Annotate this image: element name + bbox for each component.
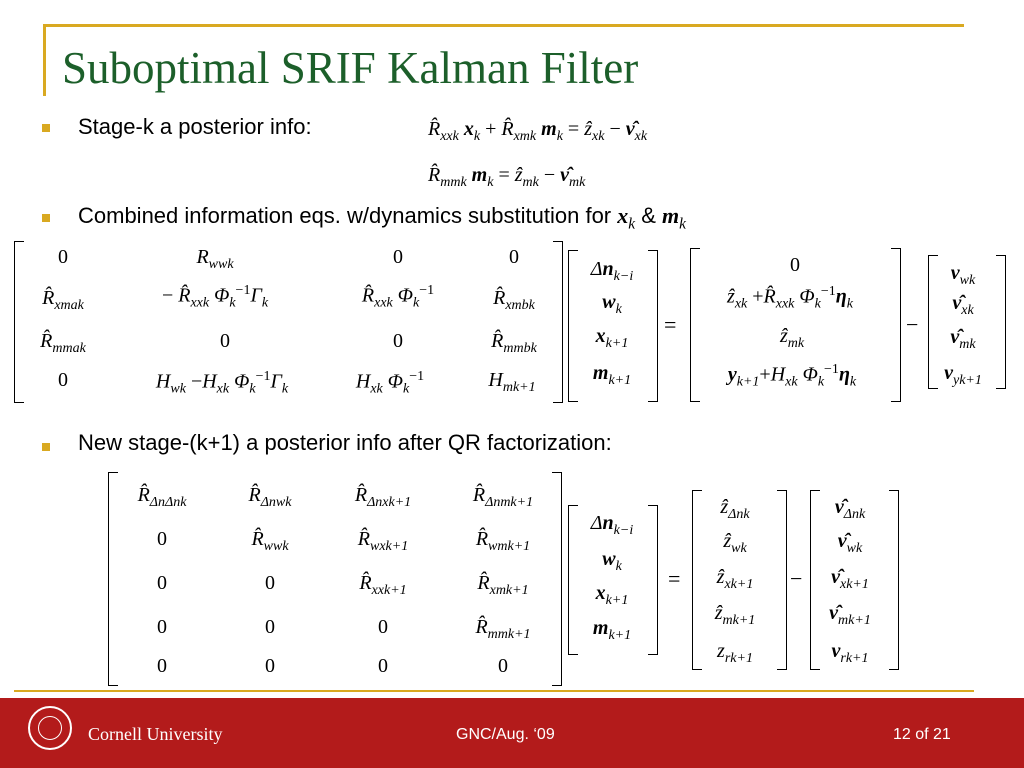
footer-divider [14, 690, 974, 692]
bullet-3-text: New stage-(k+1) a posterior info after QR factorization: [78, 430, 612, 455]
bullet-2-and: & [641, 203, 656, 228]
bullet-marker-2 [42, 214, 50, 222]
bullet-1-text: Stage-k a posterior info: [78, 114, 312, 139]
bullet-marker-3 [42, 443, 50, 451]
slide-title: Suboptimal SRIF Kalman Filter [62, 43, 639, 93]
equation-stage-k-1: $R̂_{xxk}$ $x_k$ + $R̂_{xmk}$ $m_k$ = ẑ$_{xk}$ − $\nû_{xk}$ [428, 118, 648, 144]
bullet-2-label: Combined information eqs. w/dynamics substitution for [78, 203, 612, 228]
footer-center-text: GNC/Aug. ‘09 [456, 726, 555, 743]
bullet-2-text: Combined information eqs. w/dynamics substitution for $x_k$ & $m_k$ [78, 203, 687, 233]
title-frame-left [43, 24, 46, 96]
footer-university: Cornell University [88, 724, 223, 744]
title-frame-top [43, 24, 964, 27]
bullet-marker-1 [42, 124, 50, 132]
page-number: 12 of 21 [893, 726, 951, 743]
cornell-seal-icon [28, 706, 72, 750]
equation-stage-k-2: $R̂_{mmk}$ $m_k$ = ẑ$_{mk}$ − $\nû_{mk}$ [428, 164, 586, 190]
